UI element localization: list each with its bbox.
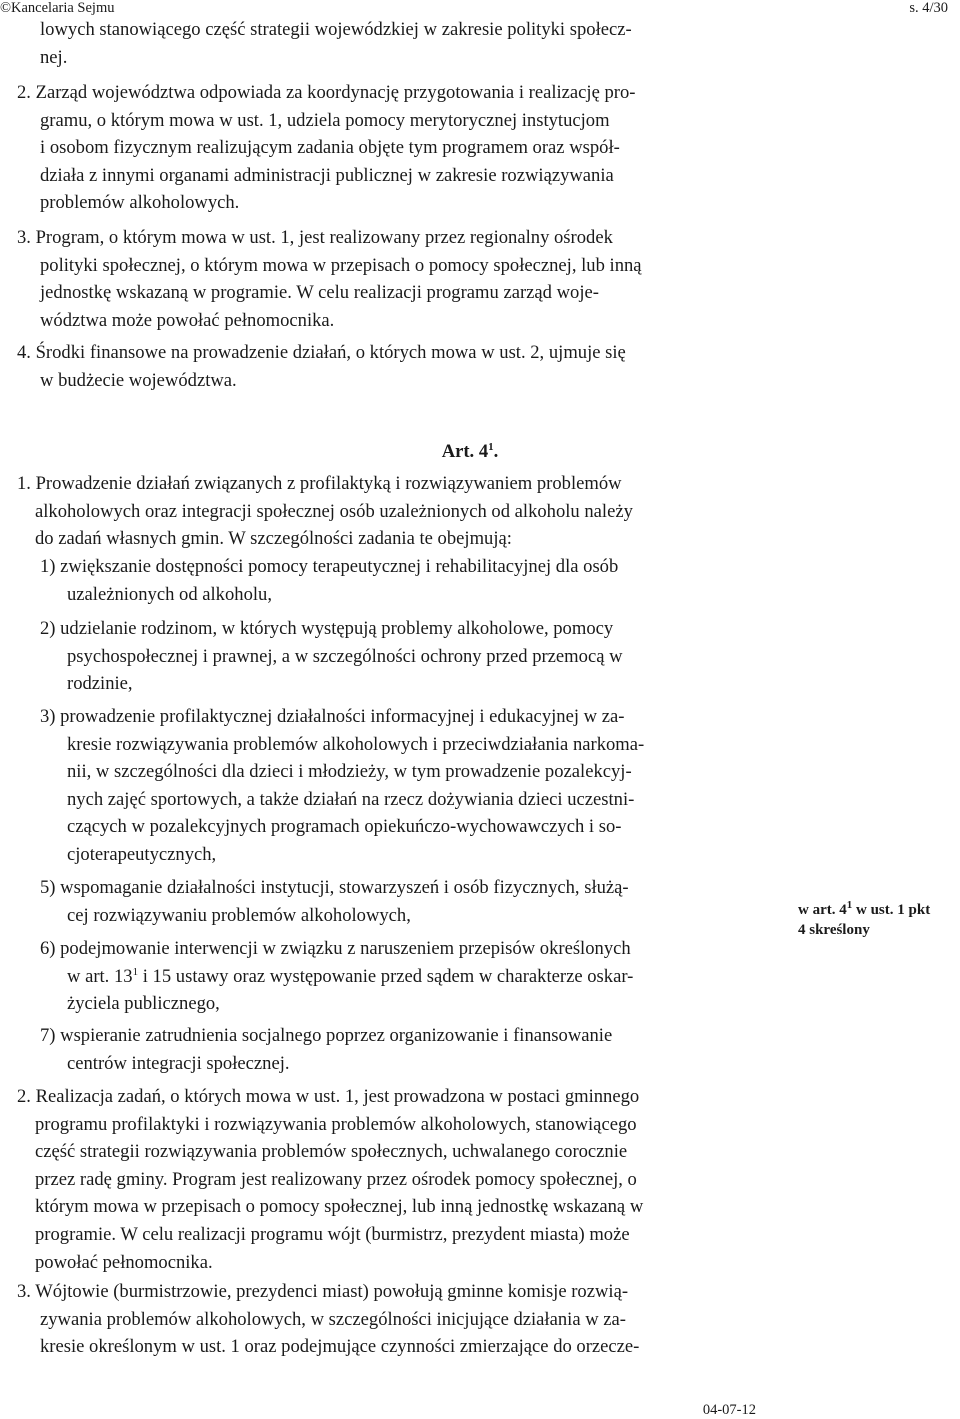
text-line: polityki społecznej, o którym mowa w przepisach o pomocy społecznej, lub inną — [40, 254, 642, 276]
text-line: 5) wspomaganie działalności instytucji, stowarzyszeń i osób fizycznych, służą- — [40, 877, 629, 898]
text-line: zywania problemów alkoholowych, w szczególności inicjujące działania w za- — [40, 1308, 626, 1330]
text-line: życiela publicznego, — [67, 993, 220, 1015]
text-line: cjoterapeutycznych, — [67, 843, 217, 865]
header-source: ©Kancelaria Sejmu — [0, 0, 115, 16]
text-line: część strategii rozwiązywania problemów społecznych, uchwalanego corocznie — [35, 1141, 628, 1163]
article-title: Art. $4^1$. — [441, 440, 499, 462]
article-paragraph-2 — [17, 1083, 757, 1276]
paragraph-ust-4 — [17, 339, 757, 394]
text-line: uzależnionych od alkoholu, — [67, 583, 272, 605]
text-line: nych zajęć sportowych, a także działań na rzecz dożywiania dzieci uczestni- — [67, 788, 635, 810]
text-line: 1) zwiększanie dostępności pomocy terapeutycznej i rehabilitacyjnej dla osób — [40, 556, 619, 577]
list-item-6 — [40, 935, 757, 1018]
text-line: 3. Wójtowie (burmistrzowie, prezydenci miast) powołują gminne komisje rozwią- — [17, 1281, 629, 1302]
list-item-7 — [40, 1022, 757, 1077]
text-line: 3. Program, o którym mowa w ust. 1, jest realizowany przez regionalny ośrodek — [17, 227, 613, 248]
paragraph-ust-3 — [17, 224, 757, 334]
text-line: gramu, o którym mowa w ust. 1, udziela pomocy merytorycznej instytucjom — [40, 109, 610, 131]
text-line: i osobom fizycznym realizującym zadania objęte tym programem oraz współ- — [40, 137, 620, 159]
article-paragraph-1 — [17, 470, 757, 553]
text-line: centrów integracji społecznej. — [67, 1052, 290, 1074]
text-line: 2) udzielanie rodzinom, w których występują problemy alkoholowe, pomocy — [40, 618, 614, 639]
header-page-number: s. 4/30 — [909, 0, 948, 16]
list-item-1 — [40, 553, 757, 608]
margin-note: w art. $4^1$ w ust. 1 pkt 4 skreślony — [798, 899, 931, 938]
list-item-3 — [40, 703, 757, 869]
text-line: w budżecie województwa. — [40, 369, 237, 391]
list-item-5 — [40, 874, 757, 929]
text-line: 2. Realizacja zadań, o których mowa w ust. 1, jest prowadzona w postaci gminnego — [17, 1086, 640, 1107]
text-line: działa z innymi organami administracji publicznej w zakresie rozwiązywania — [40, 164, 614, 186]
text-line: lowych stanowiącego część strategii wojewódzkiej w zakresie polityki społecz- — [40, 19, 632, 40]
text-line: problemów alkoholowych. — [40, 192, 240, 214]
paragraph-ust-2 — [17, 79, 757, 217]
text-line: 6) podejmowanie interwencji w związku z naruszeniem przepisów określonych — [40, 938, 631, 959]
list-item-2 — [40, 615, 757, 698]
text-line: w art. $13^1$ i 15 ustawy oraz występowanie przed sądem w charakterze oskar- — [67, 965, 634, 987]
article-paragraph-3 — [17, 1278, 757, 1361]
text-line: 4. Środki finansowe na prowadzenie działań, o których mowa w ust. 2, ujmuje się — [17, 342, 626, 363]
text-line: 7) wspieranie zatrudnienia socjalnego poprzez organizowanie i finansowanie — [40, 1025, 613, 1046]
text-line: programu profilaktyki i rozwiązywania problemów alkoholowych, stanowiącego — [35, 1113, 637, 1135]
text-line: alkoholowych oraz integracji społecznej osób uzależnionych od alkoholu należy — [35, 500, 633, 522]
text-line: nej. — [40, 46, 68, 68]
text-line: 2. Zarząd województwa odpowiada za koordynację przygotowania i realizację pro- — [17, 82, 636, 103]
text-line: cej rozwiązywaniu problemów alkoholowych, — [67, 904, 411, 926]
text-line: jednostkę wskazaną w programie. W celu realizacji programu zarząd woje- — [40, 282, 599, 304]
text-line: nii, w szczególności dla dzieci i młodzieży, w tym prowadzenie pozalekcyj- — [67, 761, 632, 783]
text-line: 1. Prowadzenie działań związanych z profilaktyką i rozwiązywaniem problemów — [17, 473, 622, 494]
text-line: wództwa może powołać pełnomocnika. — [40, 309, 335, 331]
text-line: przez radę gminy. Program jest realizowany przez ośrodek pomocy społecznej, o — [35, 1168, 637, 1190]
text-line: psychospołecznej i prawnej, a w szczególności ochrony przed przemocą w — [67, 645, 623, 667]
text-line: którym mowa w przepisach o pomocy społecznej, lub inną jednostkę wskazaną w — [35, 1196, 644, 1218]
text-line: powołać pełnomocnika. — [35, 1251, 213, 1273]
paragraph-continuation — [40, 16, 757, 71]
text-line: rodzinie, — [67, 673, 133, 695]
text-line: 3) prowadzenie profilaktycznej działalności informacyjnej i edukacyjnej w za- — [40, 706, 625, 727]
text-line: kresie rozwiązywania problemów alkoholowych i przeciwdziałania narkoma- — [67, 733, 645, 755]
text-line: kresie określonym w ust. 1 oraz podejmujące czynności zmierzające do orzecze- — [40, 1336, 640, 1358]
text-line: do zadań własnych gmin. W szczególności zadania te obejmują: — [35, 528, 512, 550]
text-line: programie. W celu realizacji programu wójt (burmistrz, prezydent miasta) może — [35, 1223, 630, 1245]
footer-date: 04-07-12 — [702, 1402, 756, 1418]
text-line: czących w pozalekcyjnych programach opiekuńczo-wychowawczych i so- — [67, 816, 622, 838]
